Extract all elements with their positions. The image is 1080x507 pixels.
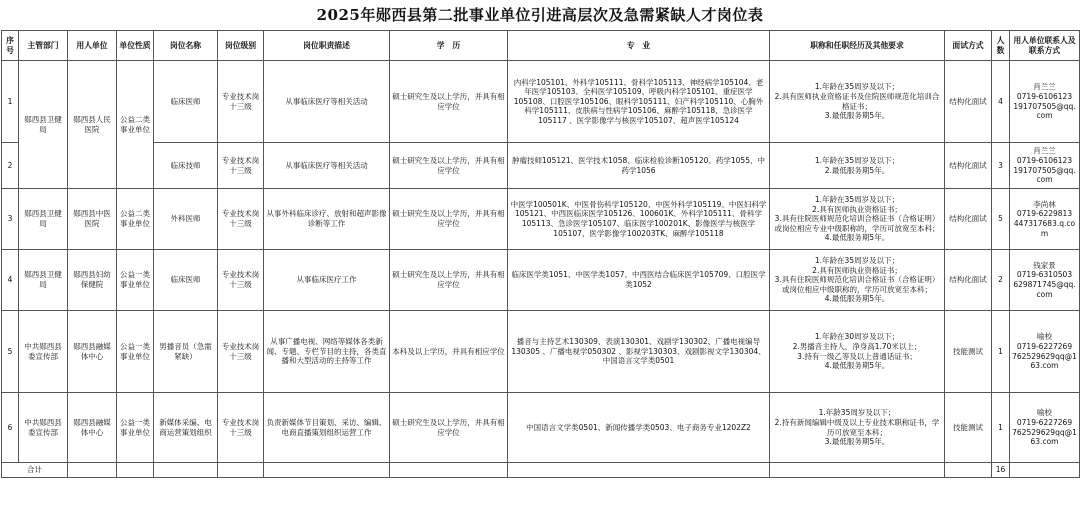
cell-count: 1 — [992, 311, 1010, 393]
cell-interview: 结构化面试 — [945, 143, 992, 189]
cell-dept: 中共郧西县委宣传部 — [19, 311, 68, 393]
header-count: 人数 — [992, 31, 1010, 61]
header-nature: 单位性质 — [117, 31, 154, 61]
table-row — [2, 143, 1080, 189]
cell-req: 1.年龄在35周岁及以下； 2.具有医师执业资格证书及住院医师规范化培训合格证书； 3.最低服务期5年。 — [770, 61, 945, 143]
cell-level: 专业技术岗十三级 — [218, 393, 264, 463]
header-level: 岗位级别 — [218, 31, 264, 61]
cell-major: 中国语言文学类0501、新闻传播学类0503、电子商务专业1202Z2 — [508, 393, 770, 463]
cell-contact: 喻校 0719-6227269 762529629qq@163.com — [1010, 311, 1080, 393]
cell-dept: 中共郧西县委宣传部 — [19, 393, 68, 463]
cell-post: 男播音员（急需紧缺） — [154, 311, 218, 393]
cell-dept: 郧西县卫健局 — [19, 61, 68, 189]
cell-req: 1.年龄在35周岁及以下； 2.最低服务期5年。 — [770, 143, 945, 189]
cell-seq: 5 — [2, 311, 19, 393]
table-row — [2, 250, 1080, 311]
cell-duty: 从事广播电视、网络等媒体各类新闻、专题、专栏节目的主持，各类直播和大型活动的主持等工作 — [264, 311, 390, 393]
cell-post: 外科医师 — [154, 189, 218, 250]
cell-contact: 肖兰兰 0719-6106123 191707505@qq.com — [1010, 143, 1080, 189]
cell-post: 新媒体采编、电商运营策划组织 — [154, 393, 218, 463]
cell-duty: 从事临床医疗等相关活动 — [264, 61, 390, 143]
cell-edu: 硕士研究生及以上学历，并具有相应学位 — [390, 250, 508, 311]
cell-seq: 6 — [2, 393, 19, 463]
cell-duty: 负责新媒体节目策划、采访、编辑、电商直播策划组织运营工作 — [264, 393, 390, 463]
cell-interview: 结构化面试 — [945, 61, 992, 143]
cell-edu: 本科及以上学历，并具有相应学位 — [390, 311, 508, 393]
header-edu: 学 历 — [390, 31, 508, 61]
cell-major: 内科学105101、外科学105111、骨科学105113、神经病学105104、老年医学105103、全科医学105109、呼吸内科学105101、重症医学105108、口腔医学105106、眼科学105111、妇产科学105110、心胸外科学105111、皮肤病与性病学105106、麻醉学105118、急诊医学105117 、医学影像学与核医学105107、超声医学105124 — [508, 61, 770, 143]
cell-req: 1.年龄在30周岁及以下； 2.男播音主持人，净身高1.70米以上； 3.持有一级乙等及以上普通话证书； 4.最低服务期5年。 — [770, 311, 945, 393]
cell-unit: 郧西县妇幼保健院 — [68, 250, 117, 311]
cell-unit: 郧西县融媒体中心 — [68, 311, 117, 393]
cell-dept: 郧西县卫健局 — [19, 189, 68, 250]
header-row — [2, 31, 1080, 61]
cell-count: 1 — [992, 393, 1010, 463]
cell-contact: 钱家景 0719-6310503 629871745@qq.com — [1010, 250, 1080, 311]
cell-seq: 4 — [2, 250, 19, 311]
cell-seq: 1 — [2, 61, 19, 143]
cell-nature: 公益一类事业单位 — [117, 250, 154, 311]
cell-duty: 从事外科临床诊疗、放射和超声影像诊断等工作 — [264, 189, 390, 250]
total-count: 16 — [992, 463, 1010, 478]
header-post: 岗位名称 — [154, 31, 218, 61]
cell-major: 播音与主持艺术130309、表演130301、戏剧学130302、广播电视编导130305 、广播电视学050302 、影视学130303、戏剧影视文学130304、中国语言文学类0501 — [508, 311, 770, 393]
page-title: 2025年郧西县第二批事业单位引进高层次及急需紧缺人才岗位表 — [316, 6, 764, 24]
cell-unit: 郧西县中医医院 — [68, 189, 117, 250]
cell-req: 1.年龄在35周岁及以下； 2.具有医师执业资格证书； 3.具有住院医师规范化培训合格证书（合格证明）或岗位相应专业中级职称的，学历可放宽至本科； 4.最低服务期5年。 — [770, 189, 945, 250]
header-major: 专 业 — [508, 31, 770, 61]
cell-unit: 郧西县人民医院 — [68, 61, 117, 189]
header-dept: 主管部门 — [19, 31, 68, 61]
total-row — [2, 463, 1080, 478]
header-duty: 岗位职责描述 — [264, 31, 390, 61]
cell-dept: 郧西县卫健局 — [19, 250, 68, 311]
cell-seq: 3 — [2, 189, 19, 250]
cell-level: 专业技术岗十三级 — [218, 143, 264, 189]
cell-post: 临床技师 — [154, 143, 218, 189]
cell-major: 肿瘤技师105121、医学技术1058、临床检验诊断105120、药学1055、中药学1056 — [508, 143, 770, 189]
cell-duty: 从事临床医疗工作 — [264, 250, 390, 311]
cell-unit: 郧西县融媒体中心 — [68, 393, 117, 463]
cell-edu: 硕士研究生及以上学历，并具有相应学位 — [390, 189, 508, 250]
cell-count: 3 — [992, 143, 1010, 189]
cell-nature: 公益一类事业单位 — [117, 393, 154, 463]
cell-level: 专业技术岗十三级 — [218, 250, 264, 311]
cell-post: 临床医师 — [154, 61, 218, 143]
cell-nature: 公益一类事业单位 — [117, 311, 154, 393]
cell-req: 1.年龄在35周岁及以下； 2.具有医师执业资格证书； 3.具有住院医师规范化培训合格证书（合格证明）或岗位相应中级职称的，学历可放宽至本科； 4.最低服务期5年。 — [770, 250, 945, 311]
cell-seq: 2 — [2, 143, 19, 189]
table-row — [2, 311, 1080, 393]
cell-contact: 喻校 0719-6227269 762529629qq@163.com — [1010, 393, 1080, 463]
cell-level: 专业技术岗十三级 — [218, 189, 264, 250]
cell-interview: 技能测试 — [945, 393, 992, 463]
cell-count: 4 — [992, 61, 1010, 143]
header-unit: 用人单位 — [68, 31, 117, 61]
cell-duty: 从事临床医疗等相关活动 — [264, 143, 390, 189]
cell-major: 中医学100501K、中医骨伤科学105120、中医外科学105119、中医妇科学105121、中西医临床医学105126、100601K、外科学105111、骨科学105113、急诊医学105107、临床医学100201K、影像医学与核医学105107、医学影像学100203TK、麻醉学105118 — [508, 189, 770, 250]
table-row — [2, 189, 1080, 250]
table-row — [2, 61, 1080, 143]
cell-post: 临床医师 — [154, 250, 218, 311]
cell-count: 2 — [992, 250, 1010, 311]
cell-req: 1.年龄35周岁及以下； 2.持有新闻编辑中级及以上专业技术职称证书，学历可放宽至本科； 3.最低服务期5年。 — [770, 393, 945, 463]
cell-major: 临床医学类1051、中医学类1057、中西医结合临床医学105709、口腔医学类1052 — [508, 250, 770, 311]
cell-level: 专业技术岗十三级 — [218, 61, 264, 143]
cell-edu: 硕士研究生及以上学历，并具有相应学位 — [390, 393, 508, 463]
cell-contact: 李尚林 0719-6229813 447317683.q.com — [1010, 189, 1080, 250]
cell-level: 专业技术岗十三级 — [218, 311, 264, 393]
header-contact: 用人单位联系人及联系方式 — [1010, 31, 1080, 61]
header-interview: 面试方式 — [945, 31, 992, 61]
total-label: 合计 — [2, 463, 68, 478]
cell-contact: 肖兰兰 0719-6106123 191707505@qq.com — [1010, 61, 1080, 143]
cell-interview: 结构化面试 — [945, 250, 992, 311]
cell-nature: 公益二类事业单位 — [117, 61, 154, 189]
cell-interview: 结构化面试 — [945, 189, 992, 250]
header-req: 职称和任职经历及其他要求 — [770, 31, 945, 61]
positions-table — [1, 30, 1080, 478]
cell-edu: 硕士研究生及以上学历，并具有相应学位 — [390, 61, 508, 143]
cell-nature: 公益二类事业单位 — [117, 189, 154, 250]
table-row — [2, 393, 1080, 463]
header-seq: 序号 — [2, 31, 19, 61]
cell-count: 5 — [992, 189, 1010, 250]
cell-edu: 硕士研究生及以上学历，并具有相应学位 — [390, 143, 508, 189]
cell-interview: 技能测试 — [945, 311, 992, 393]
